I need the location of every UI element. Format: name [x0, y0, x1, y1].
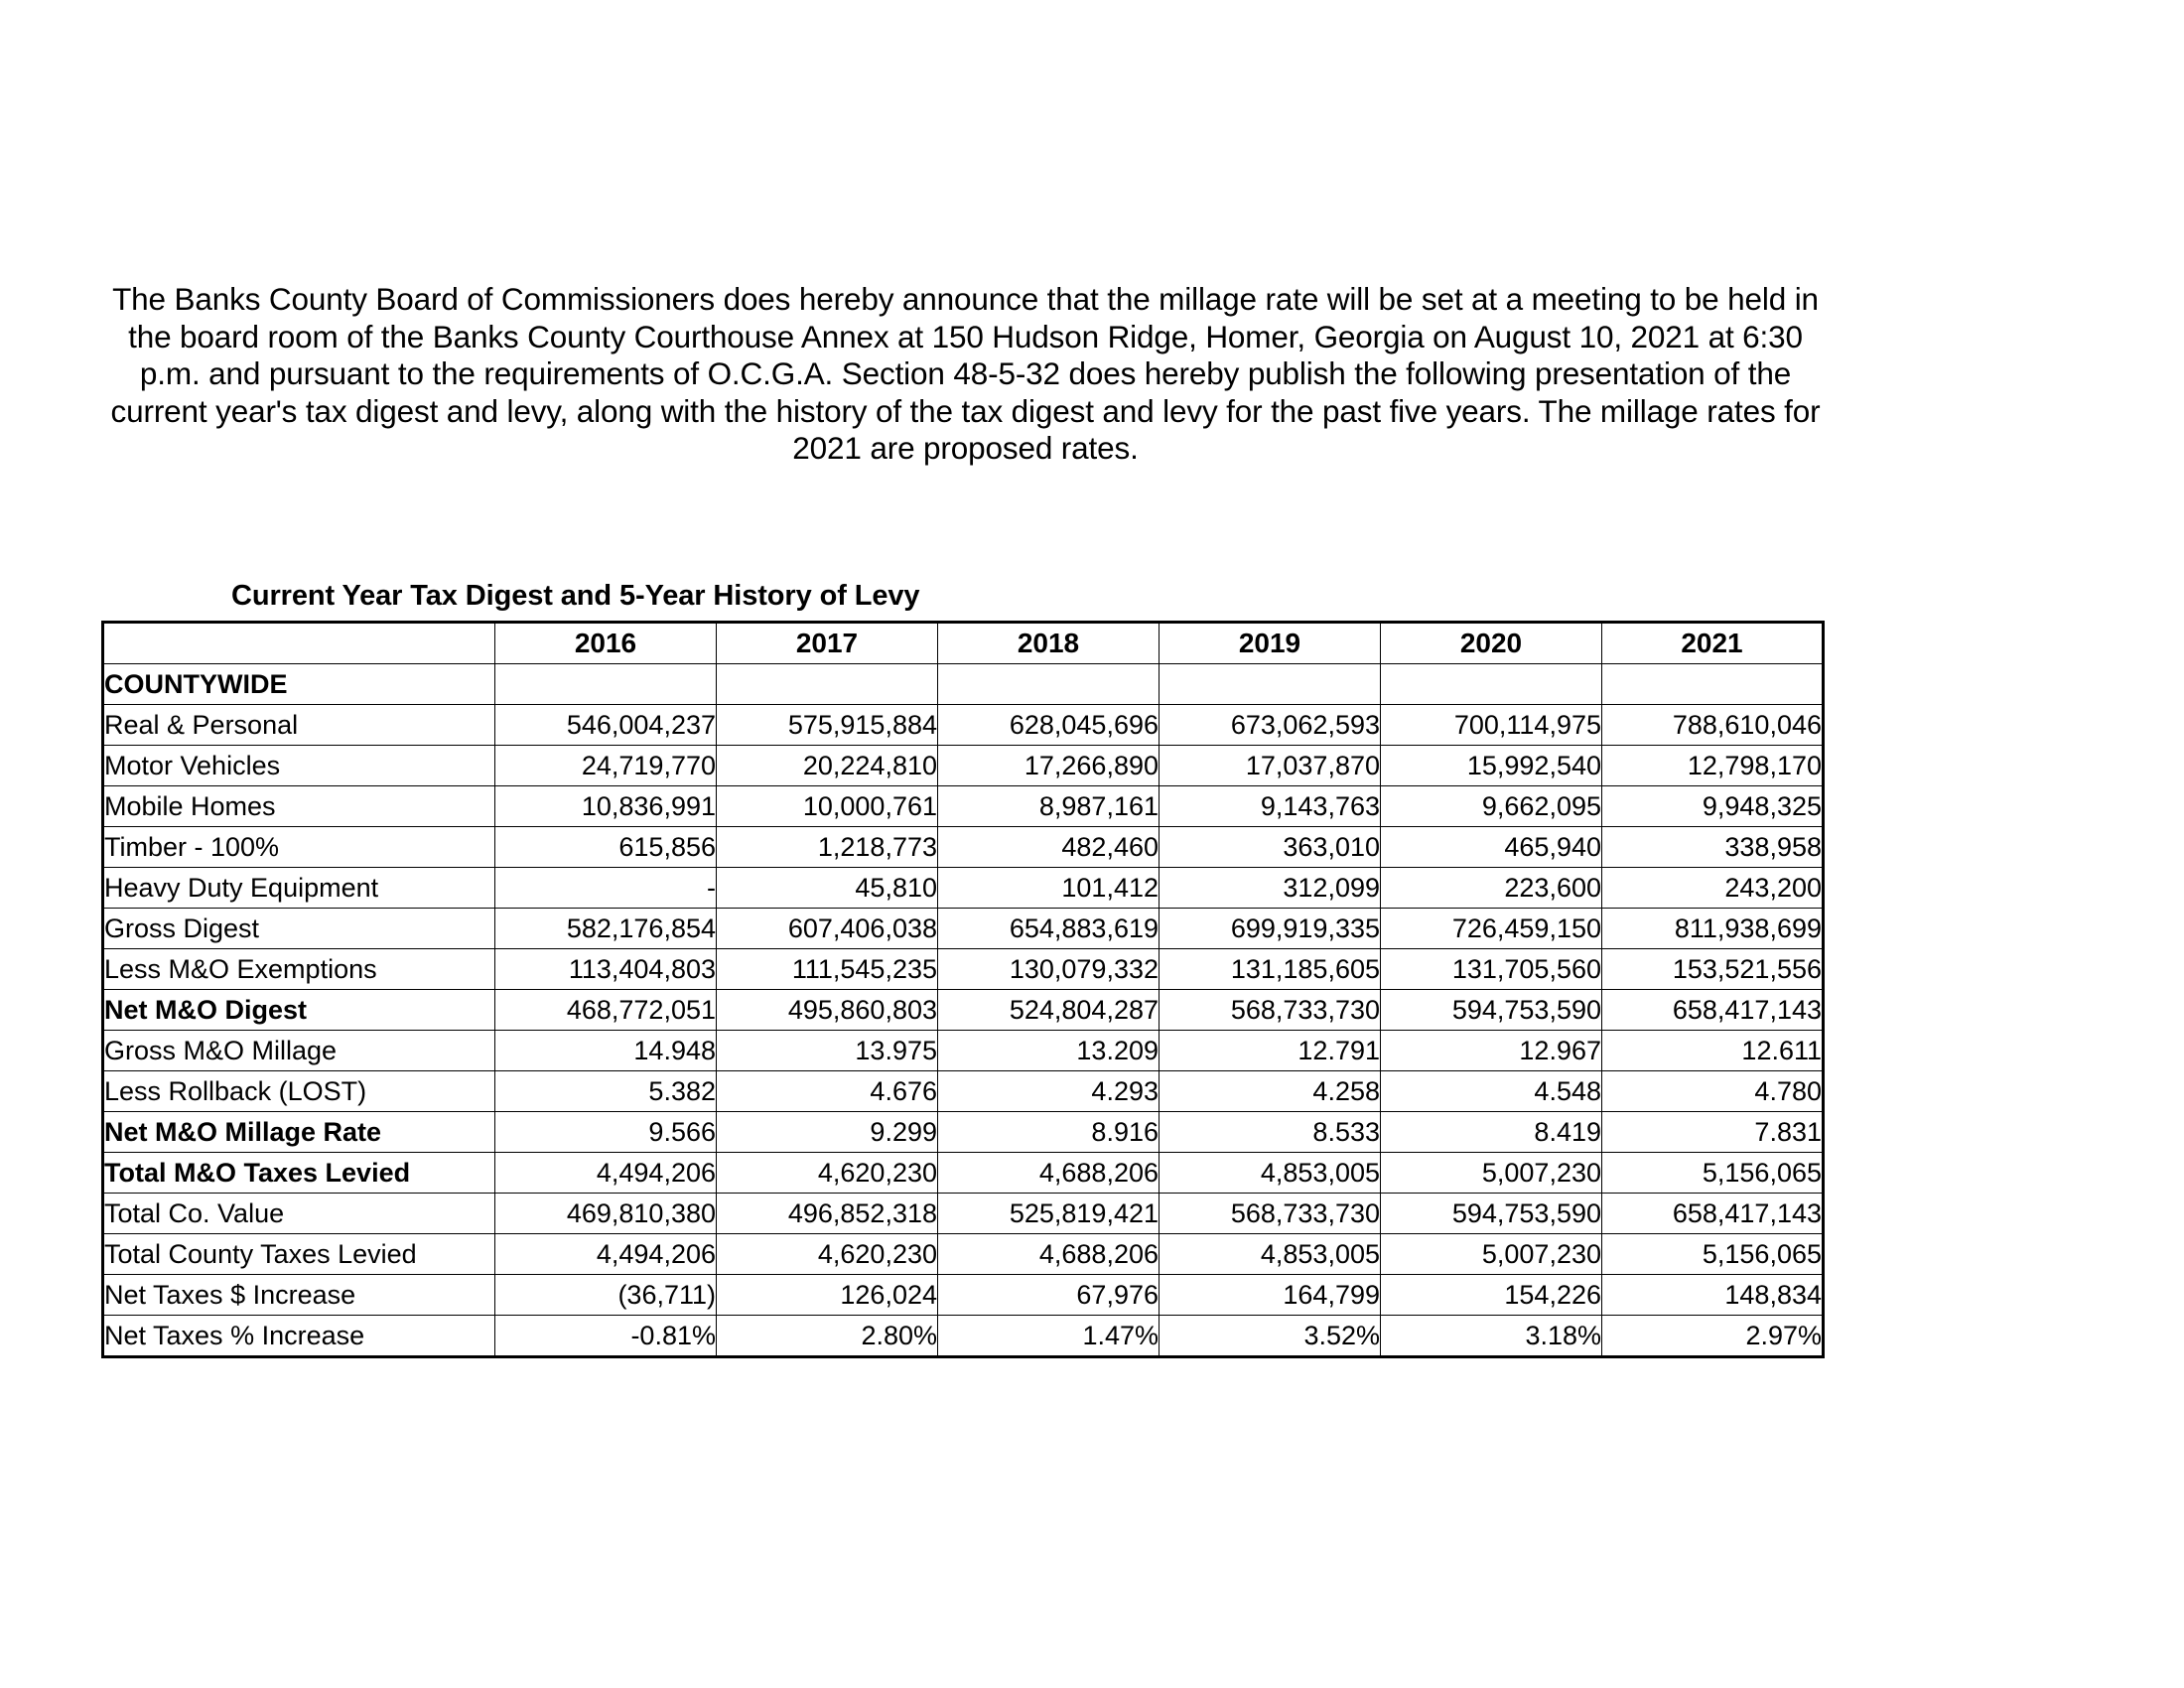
- table-cell: 568,733,730: [1160, 1194, 1381, 1234]
- table-cell: 4,688,206: [938, 1234, 1160, 1275]
- table-cell: 469,810,380: [495, 1194, 717, 1234]
- row-label: Less Rollback (LOST): [103, 1071, 495, 1112]
- table-cell: 4.548: [1381, 1071, 1602, 1112]
- table-cell: 594,753,590: [1381, 1194, 1602, 1234]
- table-cell: 5.382: [495, 1071, 717, 1112]
- table-cell: 5,156,065: [1602, 1234, 1824, 1275]
- table-cell: 363,010: [1160, 827, 1381, 868]
- table-row: [103, 1234, 1824, 1275]
- table-cell: 5,007,230: [1381, 1153, 1602, 1194]
- table-cell: -0.81%: [495, 1316, 717, 1357]
- column-header-2021: 2021: [1602, 623, 1824, 664]
- table-cell: 9,143,763: [1160, 786, 1381, 827]
- table-row: [103, 1316, 1824, 1357]
- column-header-2018: 2018: [938, 623, 1160, 664]
- table-row: [103, 827, 1824, 868]
- table-cell: 726,459,150: [1381, 909, 1602, 949]
- table-cell: 126,024: [717, 1275, 938, 1316]
- table-cell: 594,753,590: [1381, 990, 1602, 1031]
- table-row: [103, 1071, 1824, 1112]
- table-cell: 575,915,884: [717, 705, 938, 746]
- table-cell: 524,804,287: [938, 990, 1160, 1031]
- column-header-2017: 2017: [717, 623, 938, 664]
- table-cell: 673,062,593: [1160, 705, 1381, 746]
- row-label: Real & Personal: [103, 705, 495, 746]
- table-cell: 12.611: [1602, 1031, 1824, 1071]
- table-row: [103, 705, 1824, 746]
- table-cell: 8,987,161: [938, 786, 1160, 827]
- row-label: COUNTYWIDE: [103, 664, 495, 705]
- table-row: [103, 868, 1824, 909]
- table-cell: [938, 664, 1160, 705]
- public-notice-paragraph: [109, 281, 1822, 468]
- table-cell: 13.209: [938, 1031, 1160, 1071]
- table-row: [103, 909, 1824, 949]
- table-cell: 628,045,696: [938, 705, 1160, 746]
- table-cell: 615,856: [495, 827, 717, 868]
- table-cell: 9.566: [495, 1112, 717, 1153]
- row-label: Mobile Homes: [103, 786, 495, 827]
- row-label: Heavy Duty Equipment: [103, 868, 495, 909]
- table-cell: 20,224,810: [717, 746, 938, 786]
- row-label: Gross M&O Millage: [103, 1031, 495, 1071]
- table-cell: 4,620,230: [717, 1153, 938, 1194]
- table-header-row: [103, 623, 1824, 664]
- table-cell: 153,521,556: [1602, 949, 1824, 990]
- table-cell: 113,404,803: [495, 949, 717, 990]
- table-row: [103, 1031, 1824, 1071]
- table-cell: 148,834: [1602, 1275, 1824, 1316]
- table-cell: 164,799: [1160, 1275, 1381, 1316]
- table-cell: 10,836,991: [495, 786, 717, 827]
- table-cell: (36,711): [495, 1275, 717, 1316]
- table-cell: 4.780: [1602, 1071, 1824, 1112]
- table-cell: 131,705,560: [1381, 949, 1602, 990]
- column-header-2016: 2016: [495, 623, 717, 664]
- table-title: Current Year Tax Digest and 5-Year History of Levy: [231, 580, 920, 612]
- tax-digest-table: [101, 621, 1825, 1358]
- row-label: Net Taxes $ Increase: [103, 1275, 495, 1316]
- table-cell: 24,719,770: [495, 746, 717, 786]
- table-cell: 568,733,730: [1160, 990, 1381, 1031]
- table-cell: 312,099: [1160, 868, 1381, 909]
- table-cell: 4.293: [938, 1071, 1160, 1112]
- table-cell: 468,772,051: [495, 990, 717, 1031]
- table-cell: 154,226: [1381, 1275, 1602, 1316]
- table-cell: 1,218,773: [717, 827, 938, 868]
- table-cell: 12.967: [1381, 1031, 1602, 1071]
- table-cell: 4.258: [1160, 1071, 1381, 1112]
- table-cell: 546,004,237: [495, 705, 717, 746]
- table-cell: 4,853,005: [1160, 1153, 1381, 1194]
- table-cell: 9.299: [717, 1112, 938, 1153]
- notice-line-2: be held in the board room of the Banks County Courthouse Annex at 150 Hudson Ridge, Homer, Georgia on: [128, 281, 1819, 354]
- row-label: Total M&O Taxes Levied: [103, 1153, 495, 1194]
- table-cell: 12,798,170: [1602, 746, 1824, 786]
- table-cell: 9,662,095: [1381, 786, 1602, 827]
- table-cell: [495, 664, 717, 705]
- table-corner-cell: [103, 623, 495, 664]
- table-cell: 465,940: [1381, 827, 1602, 868]
- table-row: [103, 1153, 1824, 1194]
- table-row: [103, 786, 1824, 827]
- table-row: [103, 1112, 1824, 1153]
- table-cell: 2.97%: [1602, 1316, 1824, 1357]
- notice-line-1: The Banks County Board of Commissioners does hereby announce that the millage rate will be set at a meeting to: [112, 281, 1677, 317]
- table-cell: 15,992,540: [1381, 746, 1602, 786]
- row-label: Timber - 100%: [103, 827, 495, 868]
- table-cell: 4,494,206: [495, 1234, 717, 1275]
- table-cell: 67,976: [938, 1275, 1160, 1316]
- table-cell: 788,610,046: [1602, 705, 1824, 746]
- table-row: [103, 664, 1824, 705]
- row-label: Total County Taxes Levied: [103, 1234, 495, 1275]
- notice-line-3: August 10, 2021 at 6:30 p.m. and pursuant to the requirements of O.C.G.A. Section 48-5-32 does hereby publish: [139, 318, 1803, 391]
- table-cell: 8.916: [938, 1112, 1160, 1153]
- table-cell: 243,200: [1602, 868, 1824, 909]
- tax-digest-table-container: [101, 621, 1824, 1358]
- table-cell: 496,852,318: [717, 1194, 938, 1234]
- table-cell: 700,114,975: [1381, 705, 1602, 746]
- table-cell: 1.47%: [938, 1316, 1160, 1357]
- table-cell: 4,620,230: [717, 1234, 938, 1275]
- table-cell: 17,037,870: [1160, 746, 1381, 786]
- table-cell: 658,417,143: [1602, 1194, 1824, 1234]
- table-cell: 8.533: [1160, 1112, 1381, 1153]
- table-cell: 9,948,325: [1602, 786, 1824, 827]
- table-cell: 5,156,065: [1602, 1153, 1824, 1194]
- row-label: Gross Digest: [103, 909, 495, 949]
- table-cell: 7.831: [1602, 1112, 1824, 1153]
- table-cell: 658,417,143: [1602, 990, 1824, 1031]
- table-row: [103, 990, 1824, 1031]
- table-cell: 13.975: [717, 1031, 938, 1071]
- table-cell: 12.791: [1160, 1031, 1381, 1071]
- table-row: [103, 949, 1824, 990]
- table-cell: 17,266,890: [938, 746, 1160, 786]
- table-cell: 607,406,038: [717, 909, 938, 949]
- table-cell: [1160, 664, 1381, 705]
- table-cell: 101,412: [938, 868, 1160, 909]
- table-row: [103, 1194, 1824, 1234]
- table-cell: 14.948: [495, 1031, 717, 1071]
- notice-line-5: for the past five years. The millage rates for 2021 are proposed rates.: [792, 392, 1821, 466]
- table-cell: 111,545,235: [717, 949, 938, 990]
- table-cell: 699,919,335: [1160, 909, 1381, 949]
- table-cell: 131,185,605: [1160, 949, 1381, 990]
- table-cell: -: [495, 868, 717, 909]
- table-cell: 3.52%: [1160, 1316, 1381, 1357]
- table-cell: 4,688,206: [938, 1153, 1160, 1194]
- table-cell: 525,819,421: [938, 1194, 1160, 1234]
- table-cell: 5,007,230: [1381, 1234, 1602, 1275]
- table-cell: 482,460: [938, 827, 1160, 868]
- row-label: Less M&O Exemptions: [103, 949, 495, 990]
- table-cell: 223,600: [1381, 868, 1602, 909]
- table-cell: [1381, 664, 1602, 705]
- row-label: Net M&O Millage Rate: [103, 1112, 495, 1153]
- table-cell: [717, 664, 938, 705]
- table-cell: 4,853,005: [1160, 1234, 1381, 1275]
- column-header-2019: 2019: [1160, 623, 1381, 664]
- table-cell: 45,810: [717, 868, 938, 909]
- table-cell: 130,079,332: [938, 949, 1160, 990]
- table-cell: 811,938,699: [1602, 909, 1824, 949]
- row-label: Motor Vehicles: [103, 746, 495, 786]
- table-cell: 338,958: [1602, 827, 1824, 868]
- notice-line-4: the following presentation of the current year's tax digest and levy, along with the history of the tax digest and levy: [110, 355, 1792, 429]
- row-label: Total Co. Value: [103, 1194, 495, 1234]
- table-cell: 3.18%: [1381, 1316, 1602, 1357]
- table-cell: 2.80%: [717, 1316, 938, 1357]
- table-cell: 4.676: [717, 1071, 938, 1112]
- column-header-2020: 2020: [1381, 623, 1602, 664]
- table-cell: 582,176,854: [495, 909, 717, 949]
- table-row: [103, 746, 1824, 786]
- table-cell: 495,860,803: [717, 990, 938, 1031]
- table-cell: 654,883,619: [938, 909, 1160, 949]
- table-cell: 10,000,761: [717, 786, 938, 827]
- table-cell: [1602, 664, 1824, 705]
- table-cell: 4,494,206: [495, 1153, 717, 1194]
- table-row: [103, 1275, 1824, 1316]
- row-label: Net M&O Digest: [103, 990, 495, 1031]
- table-cell: 8.419: [1381, 1112, 1602, 1153]
- row-label: Net Taxes % Increase: [103, 1316, 495, 1357]
